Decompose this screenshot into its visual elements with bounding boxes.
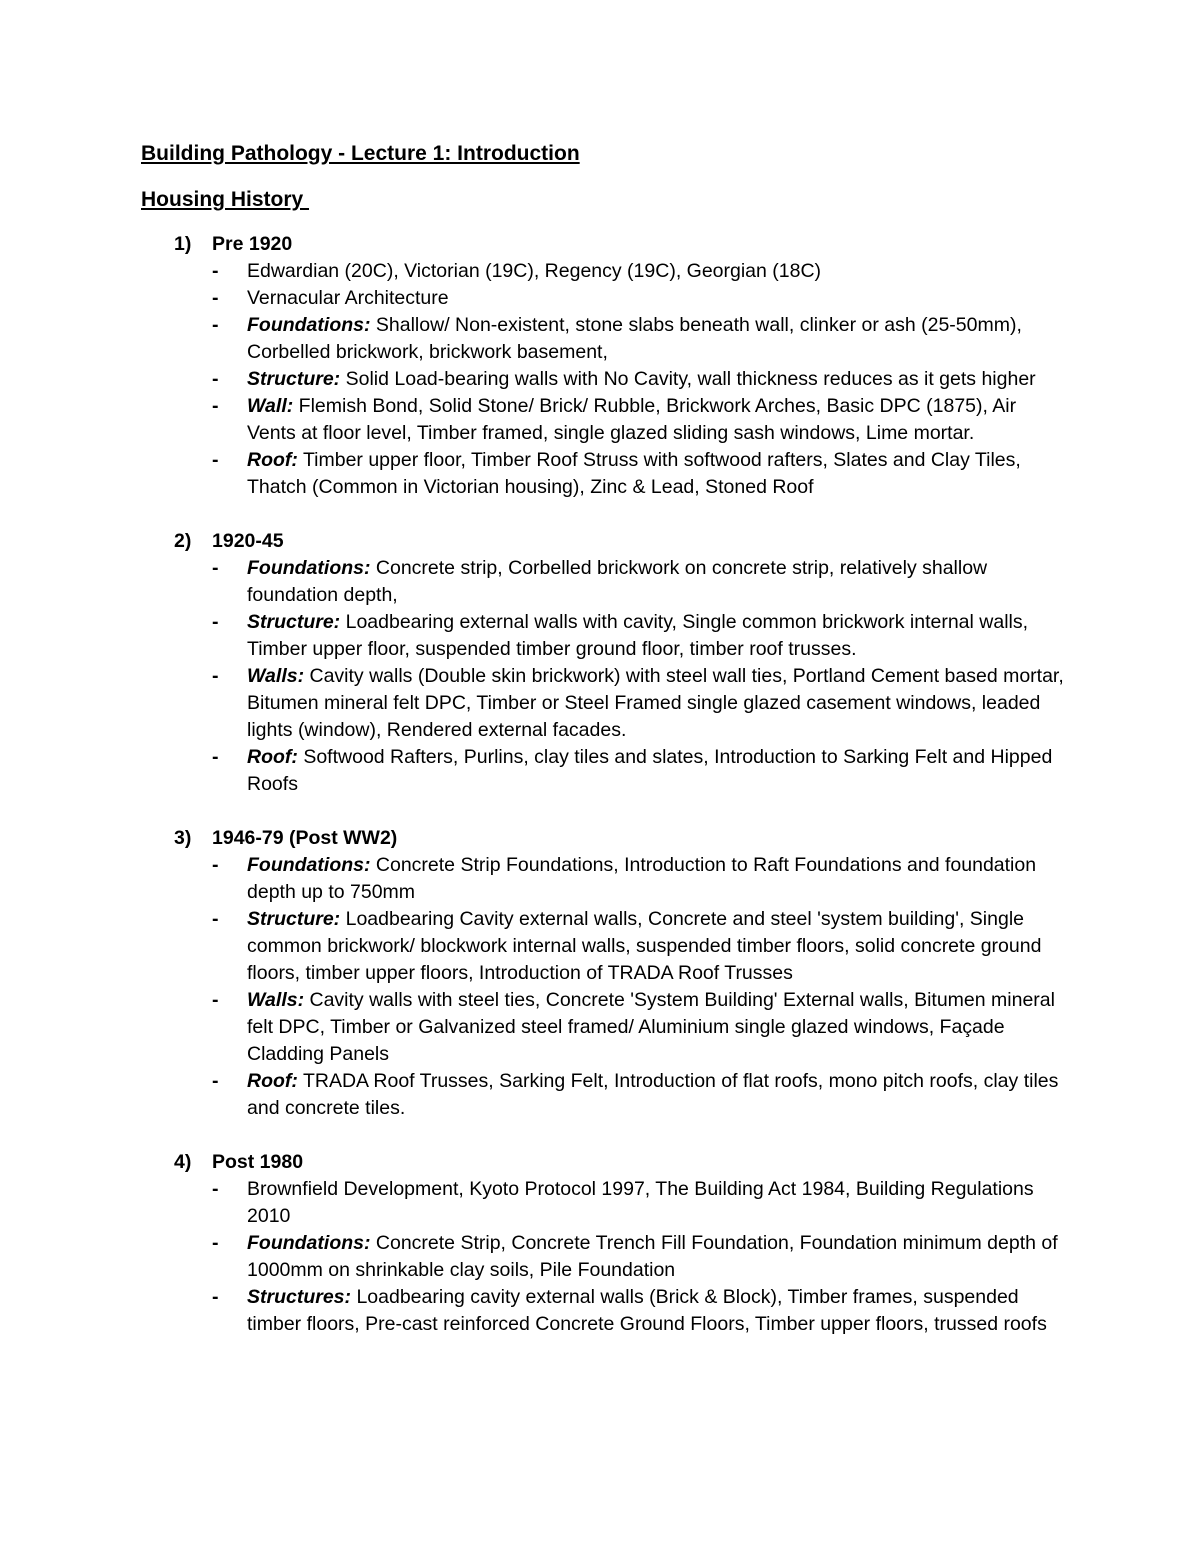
list-item-text [247,258,1067,285]
list-item [174,987,1074,1068]
period-title: 1920-45 [212,530,284,552]
dash-bullet-icon: - [212,1178,219,1200]
dash-bullet-icon: - [212,449,219,471]
list-item [174,1284,1074,1338]
dash-bullet-icon: - [212,287,219,309]
item-text: Concrete Strip, Concrete Trench Fill Foundation, Foundation minimum depth of 1000mm on shrinkable clay soils, Pile Foundation [247,1232,1058,1281]
item-text: Flemish Bond, Solid Stone/ Brick/ Rubble, Brickwork Arches, Basic DPC (1875), Air Vents at floor level, Timber framed, single glazed sliding sash windows, Lime mortar. [247,395,1017,444]
period-bullets [174,852,1074,1122]
item-label: Roof: [247,1070,298,1092]
item-label: Structure: [247,908,341,930]
period-number: 3) [174,827,192,849]
list-item [174,1176,1074,1230]
document-title: Building Pathology - Lecture 1: Introduction [141,142,580,165]
list-item-text [247,312,1067,366]
list-item [174,393,1074,447]
item-label: Foundations: [247,854,371,876]
list-item [174,258,1074,285]
item-text: Concrete strip, Corbelled brickwork on concrete strip, relatively shallow foundation depth, [247,557,988,606]
list-item-text [247,744,1067,798]
period-bullets [174,258,1074,501]
list-item [174,447,1074,501]
dash-bullet-icon: - [212,989,219,1011]
item-label: Structure: [247,611,341,633]
section-heading: Housing History [141,188,310,211]
list-item-text [247,1230,1067,1284]
dash-bullet-icon: - [212,1286,219,1308]
dash-bullet-icon: - [212,854,219,876]
list-item-text [247,1176,1067,1230]
list-item [174,906,1074,987]
item-text: Brownfield Development, Kyoto Protocol 1997, The Building Act 1984, Building Regulations 2010 [247,1178,1034,1227]
list-item-text [247,555,1067,609]
item-label: Foundations: [247,314,371,336]
dash-bullet-icon: - [212,260,219,282]
dash-bullet-icon: - [212,611,219,633]
period-number: 2) [174,530,192,552]
item-text: Cavity walls with steel ties, Concrete 'System Building' External walls, Bitumen mineral felt DPC, Timber or Galvanized steel framed/ Aluminium single glazed windows, Façade Cladding Panels [247,989,1055,1065]
list-item [174,1068,1074,1122]
item-text: Cavity walls (Double skin brickwork) with steel wall ties, Portland Cement based mortar, Bitumen mineral felt DPC, Timber or Steel Framed single glazed casement windows, leaded lights (window), Rendered external facades. [247,665,1064,741]
period-number: 1) [174,233,192,255]
list-item-text [247,447,1067,501]
item-label: Walls: [247,665,305,687]
period-1946-79 [174,825,1074,1122]
item-label: Wall: [247,395,294,417]
item-text: Timber upper floor, Timber Roof Struss with softwood rafters, Slates and Clay Tiles, Thatch (Common in Victorian housing), Zinc & Lead, Stoned Roof [247,449,1021,498]
dash-bullet-icon: - [212,314,219,336]
item-text: Loadbearing cavity external walls (Brick & Block), Timber frames, suspended timber floors, Pre-cast reinforced Concrete Ground Floors, Timber upper floors, trussed roofs [247,1286,1047,1335]
item-text: Edwardian (20C), Victorian (19C), Regency (19C), Georgian (18C) [247,260,822,282]
period-heading [174,1149,1074,1176]
dash-bullet-icon: - [212,368,219,390]
list-item-text [247,1284,1067,1338]
list-item-text [247,609,1067,663]
list-item [174,663,1074,744]
period-pre-1920 [174,231,1074,501]
dash-bullet-icon: - [212,908,219,930]
list-item [174,312,1074,366]
dash-bullet-icon: - [212,665,219,687]
item-label: Roof: [247,449,298,471]
list-item-text [247,366,1067,393]
list-item-text [247,1068,1067,1122]
period-title: Pre 1920 [212,233,293,255]
list-item [174,555,1074,609]
item-label: Structure: [247,368,341,390]
housing-history-list [174,231,1074,1338]
period-number: 4) [174,1151,192,1173]
period-heading [174,825,1074,852]
list-item [174,609,1074,663]
list-item-text [247,906,1067,987]
list-item [174,852,1074,906]
dash-bullet-icon: - [212,746,219,768]
period-title: 1946-79 (Post WW2) [212,827,398,849]
period-title: Post 1980 [212,1151,304,1173]
item-text: Softwood Rafters, Purlins, clay tiles and slates, Introduction to Sarking Felt and Hipped Roofs [247,746,1053,795]
item-text: Shallow/ Non-existent, stone slabs beneath wall, clinker or ash (25-50mm), Corbelled brickwork, brickwork basement, [247,314,1022,363]
period-bullets [174,1176,1074,1338]
item-text: Solid Load-bearing walls with No Cavity, wall thickness reduces as it gets higher [340,368,1036,390]
item-label: Foundations: [247,1232,371,1254]
period-1920-45 [174,528,1074,798]
list-item [174,285,1074,312]
list-item [174,1230,1074,1284]
item-text: Loadbearing external walls with cavity, Single common brickwork internal walls, Timber upper floor, suspended timber ground floor, timber roof trusses. [247,611,1029,660]
period-post-1980 [174,1149,1074,1338]
item-label: Roof: [247,746,298,768]
list-item-text [247,393,1067,447]
period-heading [174,528,1074,555]
dash-bullet-icon: - [212,1070,219,1092]
list-item-text [247,285,1067,312]
period-heading [174,231,1074,258]
period-bullets [174,555,1074,798]
list-item [174,744,1074,798]
item-text: Loadbearing Cavity external walls, Concrete and steel 'system building', Single common brickwork/ blockwork internal walls, suspended timber floors, solid concrete ground floors, timber upper floors, Introduction of TRADA Roof Trusses [247,908,1042,984]
item-text: TRADA Roof Trusses, Sarking Felt, Introduction of flat roofs, mono pitch roofs, clay tiles and concrete tiles. [247,1070,1059,1119]
list-item-text [247,852,1067,906]
list-item [174,366,1074,393]
dash-bullet-icon: - [212,1232,219,1254]
dash-bullet-icon: - [212,557,219,579]
dash-bullet-icon: - [212,395,219,417]
item-label: Foundations: [247,557,371,579]
list-item-text [247,987,1067,1068]
item-label: Walls: [247,989,305,1011]
item-label: Structures: [247,1286,352,1308]
item-text: Concrete Strip Foundations, Introduction to Raft Foundations and foundation depth up to 750mm [247,854,1037,903]
list-item-text [247,663,1067,744]
item-text: Vernacular Architecture [247,287,449,309]
